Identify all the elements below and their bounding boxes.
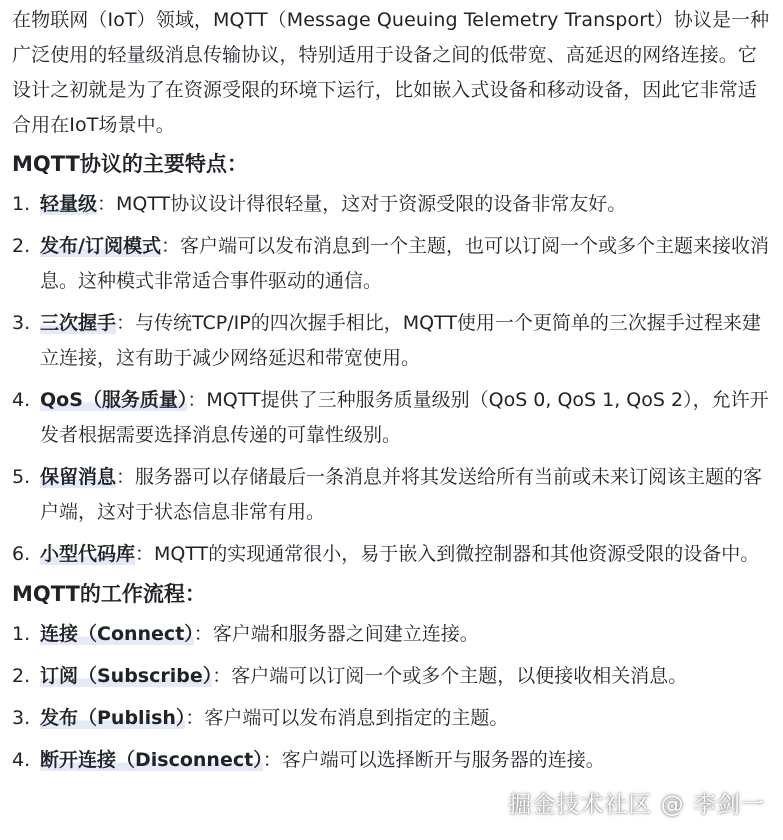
- intro-paragraph: 在物联网（IoT）领域，MQTT（Message Queuing Telemetry Transport）协议是一种广泛使用的轻量级消息传输协议，特别适用于设备之间的低带宽、高延迟的网络连接。它设计之初就是为了在资源受限的环境下运行，比如嵌入式设备和移动设备，因此它非常适合用在IoT场景中。: [12, 9, 770, 136]
- workflow-heading: MQTT的工作流程：: [12, 582, 206, 606]
- list-number: 5.: [12, 466, 31, 488]
- feature-text: ：MQTT协议设计得很轻量，这对于资源受限的设备非常友好。: [97, 193, 627, 215]
- workflow-text: ：客户端可以发布消息到指定的主题。: [185, 707, 509, 729]
- feature-term: 保留消息: [40, 466, 117, 488]
- list-item: [12, 701, 774, 736]
- feature-text: ：MQTT提供了三种服务质量级别（QoS 0, QoS 1, QoS 2），允许开发者根据需要选择消息传递的可靠性级别。: [40, 389, 769, 446]
- feature-term: 发布/订阅模式: [40, 235, 161, 257]
- workflow-text: ：客户端和服务器之间建立连接。: [193, 623, 479, 645]
- list-number: 2.: [12, 235, 31, 257]
- workflow-term: 发布（Publish）: [40, 707, 186, 729]
- feature-term: 三次握手: [40, 312, 117, 334]
- list-item: [12, 187, 774, 222]
- watermark: 掘金技术社区 @ 李剑一: [508, 792, 765, 818]
- list-number: 3.: [12, 312, 31, 334]
- list-item: [12, 383, 774, 453]
- feature-text: ：客户端可以发布消息到一个主题，也可以订阅一个或多个主题来接收消息。这种模式非常适合事件驱动的通信。: [40, 235, 769, 292]
- list-number: 1.: [12, 623, 31, 645]
- list-number: 4.: [12, 749, 31, 771]
- feature-term: 小型代码库: [40, 543, 136, 565]
- workflow-text: ：客户端可以订阅一个或多个主题，以便接收相关消息。: [212, 665, 688, 687]
- feature-term: QoS（服务质量）: [40, 389, 188, 411]
- list-number: 2.: [12, 665, 31, 687]
- list-item: [12, 306, 774, 376]
- features-heading: MQTT协议的主要特点：: [12, 152, 248, 176]
- list-item: [12, 229, 774, 299]
- feature-term: 轻量级: [40, 193, 98, 215]
- feature-text: ：MQTT的实现通常很小，易于嵌入到微控制器和其他资源受限的设备中。: [135, 543, 760, 565]
- feature-text: ：与传统TCP/IP的四次握手相比，MQTT使用一个更简单的三次握手过程来建立连接，这有助于减少网络延迟和带宽使用。: [40, 312, 761, 369]
- list-item: [12, 460, 774, 530]
- list-number: 3.: [12, 707, 31, 729]
- workflow-term: 断开连接（Disconnect）: [40, 749, 263, 771]
- list-item: [12, 659, 774, 694]
- list-number: 1.: [12, 193, 31, 215]
- features-list: [12, 187, 774, 572]
- list-item: [12, 743, 774, 778]
- list-number: 4.: [12, 389, 31, 411]
- list-item: [12, 537, 774, 572]
- article-body: [12, 0, 774, 785]
- workflow-term: 连接（Connect）: [40, 623, 194, 645]
- workflow-text: ：客户端可以选择断开与服务器的连接。: [262, 749, 605, 771]
- feature-text: ：服务器可以存储最后一条消息并将其发送给所有当前或未来订阅该主题的客户端，这对于状态信息非常有用。: [40, 466, 763, 523]
- workflow-term: 订阅（Subscribe）: [40, 665, 213, 687]
- list-item: [12, 617, 774, 652]
- workflow-list: [12, 617, 774, 778]
- list-number: 6.: [12, 543, 31, 565]
